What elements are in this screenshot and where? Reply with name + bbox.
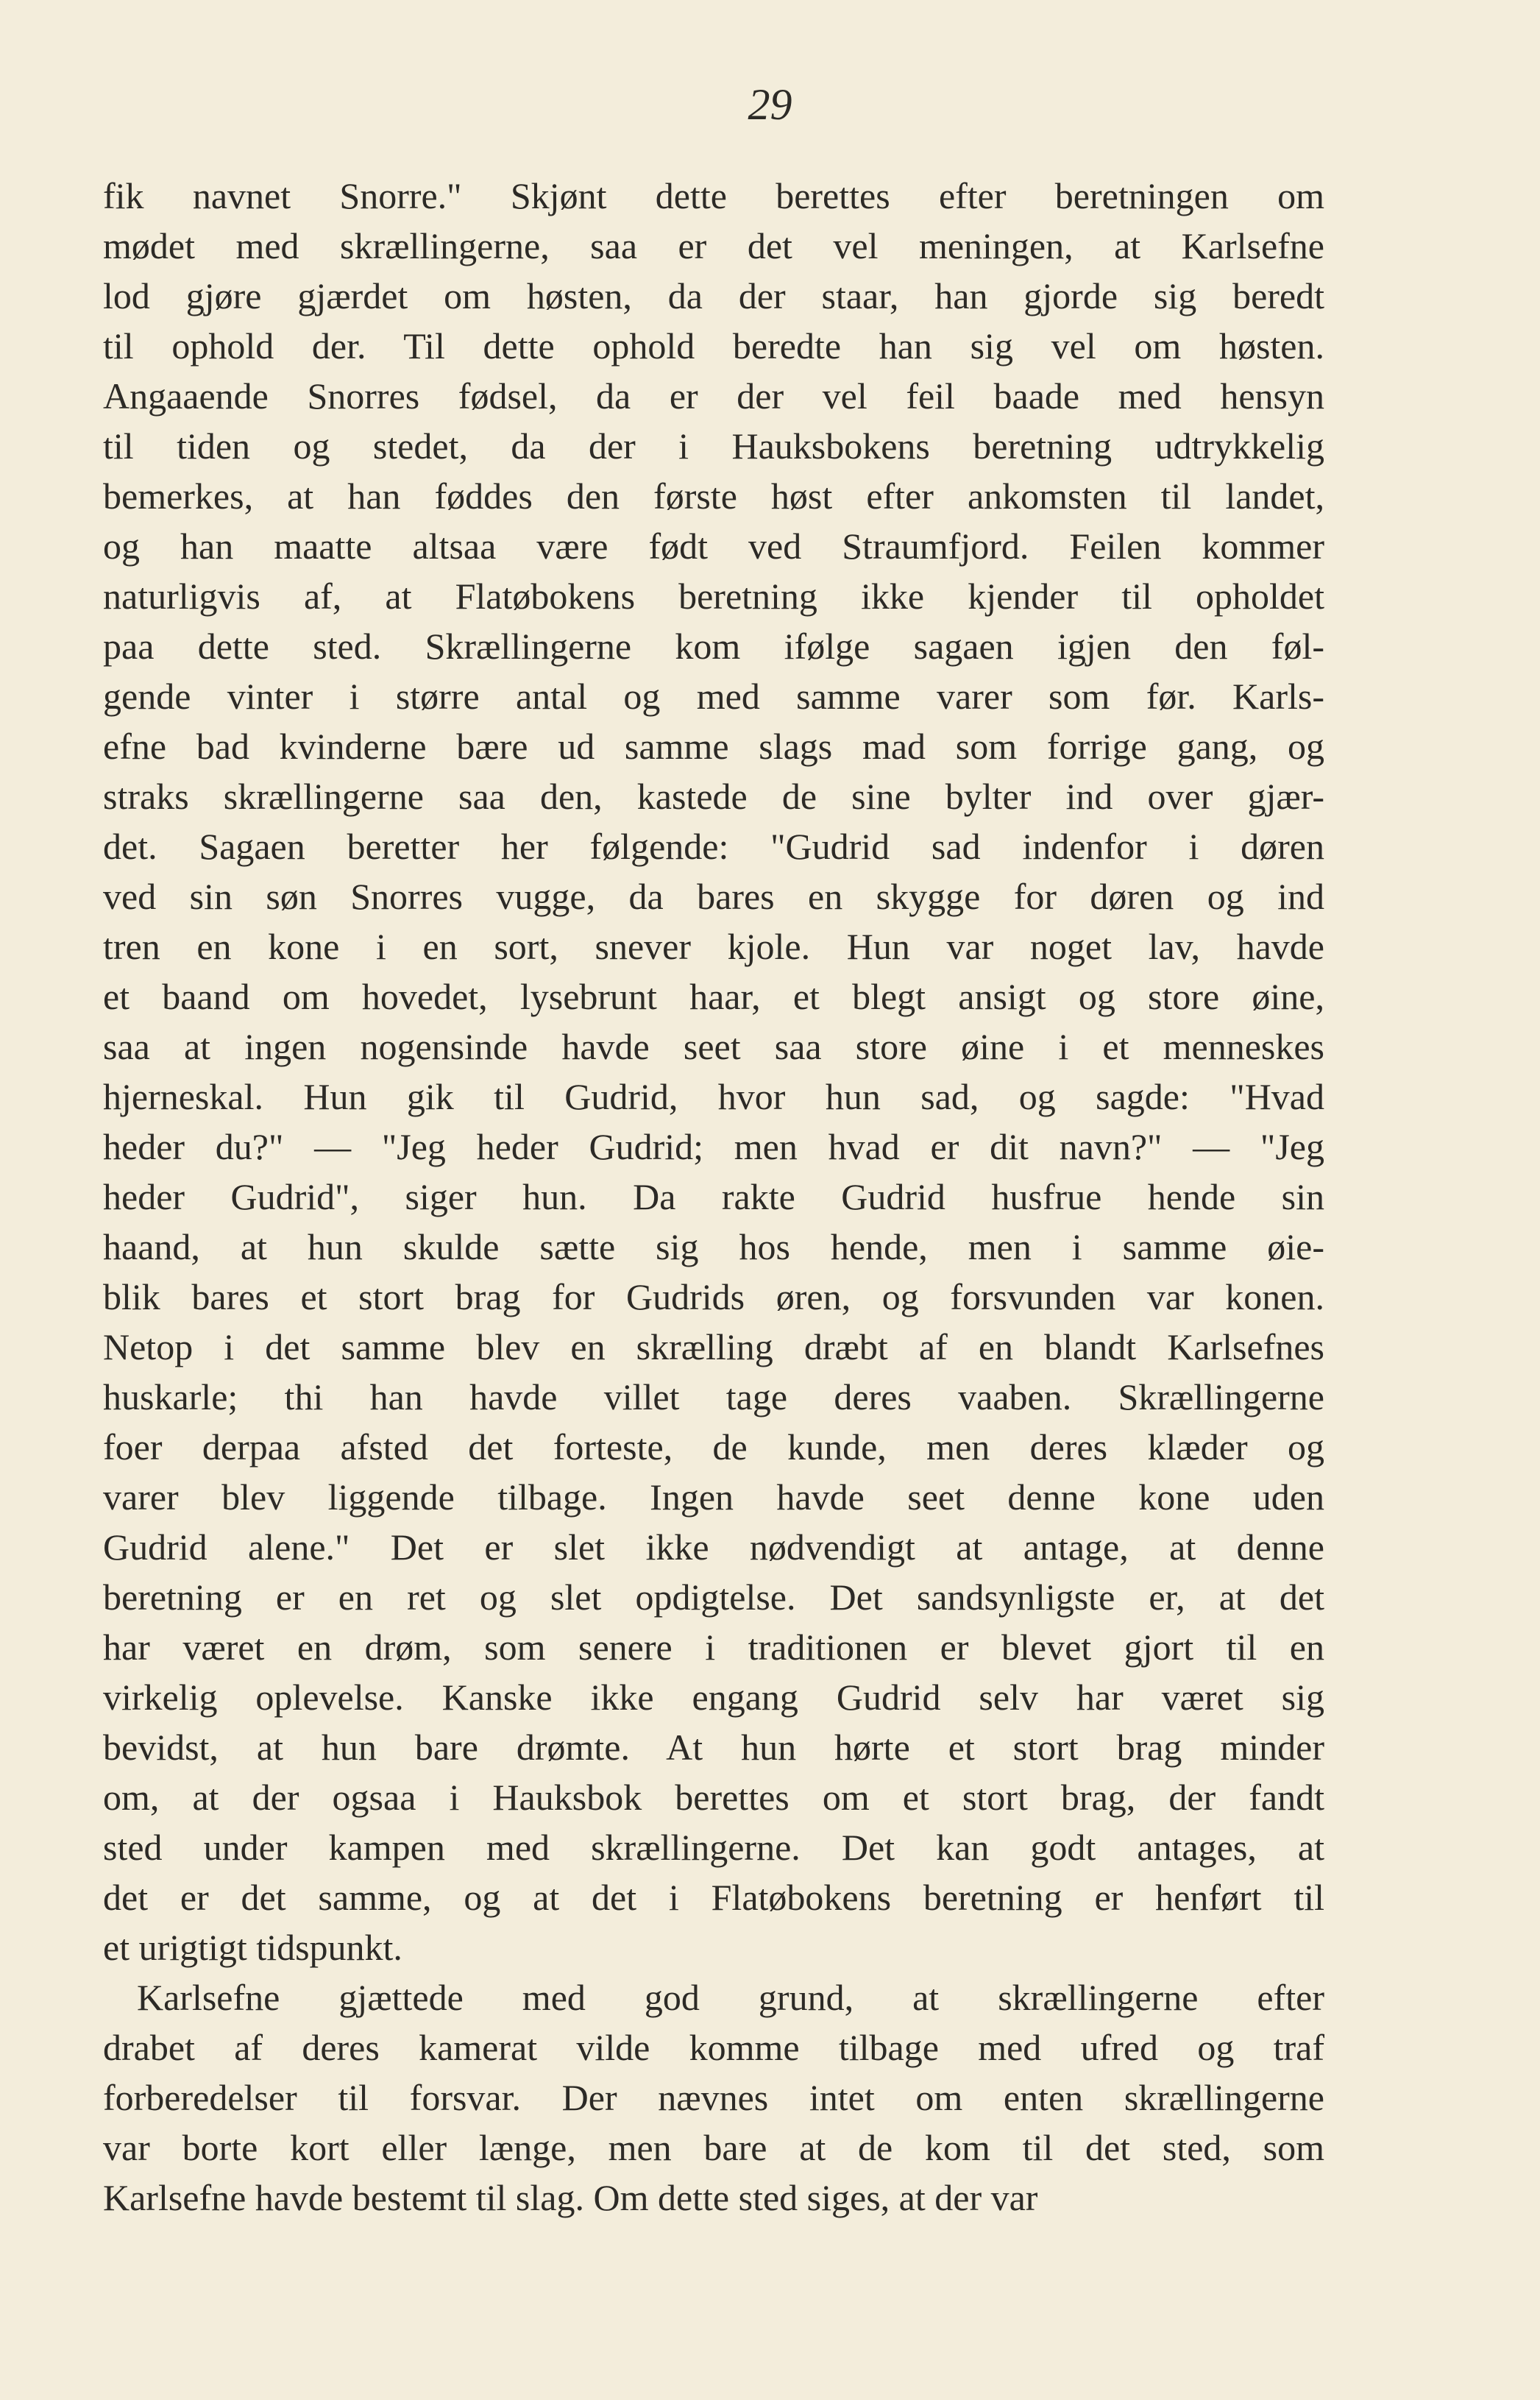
text-line: til tiden og stedet, da der i Hauksbokens beretning udtrykkelig [103, 425, 1324, 467]
text-line: huskarle; thi han havde villet tage deres vaaben. Skrællingerne [103, 1376, 1324, 1417]
text-line: Angaaende Snorres fødsel, da er der vel feil baade med hensyn [103, 375, 1324, 417]
text-line: et baand om hovedet, lysebrunt haar, et blegt ansigt og store øine, [103, 976, 1324, 1017]
text-line: saa at ingen nogensinde havde seet saa store øine i et menneskes [103, 1026, 1324, 1067]
text-line: bemerkes, at han føddes den første høst efter ankomsten til landet, [103, 475, 1324, 517]
text-line: straks skrællingerne saa den, kastede de sine bylter ind over gjær- [103, 776, 1324, 817]
text-line: lod gjøre gjærdet om høsten, da der staar, han gjorde sig beredt [103, 275, 1324, 316]
text-line: virkelig oplevelse. Kanske ikke engang Gudrid selv har været sig [103, 1677, 1324, 1718]
text-line: mødet med skrællingerne, saa er det vel meningen, at Karlsefne [103, 225, 1324, 266]
text-line: drabet af deres kamerat vilde komme tilbage med ufred og traf [103, 2027, 1324, 2068]
text-line: gende vinter i større antal og med samme varer som før. Karls- [103, 676, 1324, 717]
text-line: haand, at hun skulde sætte sig hos hende, men i samme øie- [103, 1226, 1324, 1267]
text-line: Netop i det samme blev en skrælling dræbt af en blandt Karlsefnes [103, 1326, 1324, 1367]
text-line: om, at der ogsaa i Hauksbok berettes om et stort brag, der fandt [103, 1777, 1324, 1818]
text-line: ved sin søn Snorres vugge, da bares en skygge for døren og ind [103, 876, 1324, 917]
text-line: heder Gudrid", siger hun. Da rakte Gudrid husfrue hende sin [103, 1176, 1324, 1217]
text-line: fik navnet Snorre." Skjønt dette berettes efter beretningen om [103, 175, 1324, 216]
text-line: Karlsefne havde bestemt til slag. Om dette sted siges, at der var [103, 2177, 1038, 2218]
text-line: naturligvis af, at Flatøbokens beretning ikke kjender til opholdet [103, 576, 1324, 617]
text-line: paa dette sted. Skrællingerne kom ifølge sagaen igjen den føl- [103, 626, 1324, 667]
text-line: blik bares et stort brag for Gudrids øren, og forsvunden var konen. [103, 1276, 1324, 1317]
text-line: det. Sagaen beretter her følgende: "Gudrid sad indenfor i døren [103, 826, 1324, 867]
text-line: sted under kampen med skrællingerne. Det kan godt antages, at [103, 1827, 1324, 1868]
text-line: tren en kone i en sort, snever kjole. Hun var noget lav, havde [103, 926, 1324, 967]
text-line: var borte kort eller længe, men bare at de kom til det sted, som [103, 2127, 1324, 2168]
text-line: bevidst, at hun bare drømte. At hun hørte et stort brag minder [103, 1727, 1324, 1768]
text-line: det er det samme, og at det i Flatøbokens beretning er henført til [103, 1877, 1324, 1918]
text-line: beretning er en ret og slet opdigtelse. Det sandsynligste er, at det [103, 1576, 1324, 1618]
text-line: har været en drøm, som senere i traditionen er blevet gjort til en [103, 1626, 1324, 1668]
text-line: foer derpaa afsted det forteste, de kunde, men deres klæder og [103, 1426, 1324, 1468]
text-line: heder du?" — "Jeg heder Gudrid; men hvad er dit navn?" — "Jeg [103, 1126, 1324, 1167]
text-line: hjerneskal. Hun gik til Gudrid, hvor hun sad, og sagde: "Hvad [103, 1076, 1324, 1117]
text-line: varer blev liggende tilbage. Ingen havde seet denne kone uden [103, 1476, 1324, 1518]
page-number: 29 [748, 80, 792, 129]
body-text [103, 171, 1324, 2223]
text-line: forberedelser til forsvar. Der nævnes intet om enten skrællingerne [103, 2077, 1324, 2118]
text-line: til ophold der. Til dette ophold beredte han sig vel om høsten. [103, 325, 1324, 367]
text-line: Karlsefne gjættede med god grund, at skrællingerne efter [137, 1977, 1324, 2018]
text-line: et urigtigt tidspunkt. [103, 1927, 402, 1968]
text-line: og han maatte altsaa være født ved Straumfjord. Feilen kommer [103, 525, 1324, 567]
text-line: Gudrid alene." Det er slet ikke nødvendigt at antage, at denne [103, 1526, 1324, 1568]
text-line: efne bad kvinderne bære ud samme slags mad som forrige gang, og [103, 726, 1324, 767]
